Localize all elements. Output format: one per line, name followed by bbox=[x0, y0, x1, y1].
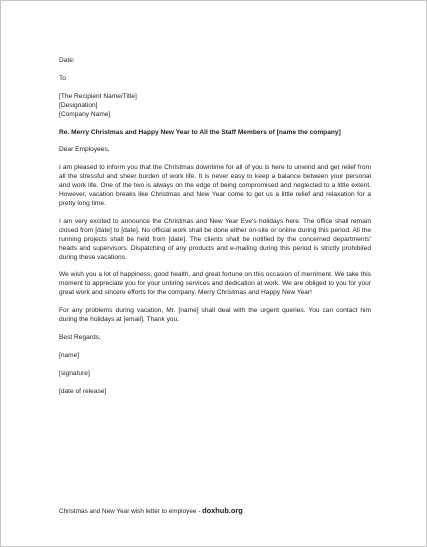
recipient-block bbox=[59, 93, 371, 120]
salutation: Dear Employees, bbox=[59, 146, 110, 154]
footer-caption: Christmas and New Year wish letter to employee - bbox=[59, 508, 203, 515]
recipient-designation: [Designation] bbox=[59, 101, 98, 109]
date-label: Date: bbox=[59, 57, 75, 64]
paragraph-intro: I am pleased to inform you that the Christmas downtime for all of you is here to unwind and get relief from all the stressful and sheer burden of work life. It is never easy to keep a balance between your personal and work life. One of the two is always on the edge of being compromised and neglected to a little extent. However, vacation breaks like Christmas and New Year come to get us a little relief and relaxation for a pretty long time. bbox=[59, 164, 371, 207]
recipient-name: [The Recipient Name/Title] bbox=[59, 92, 137, 100]
closing: Best Regards, bbox=[59, 333, 101, 341]
paragraph-contact: For any problems during vacation, Mr. [name] shall deal with the urgent queries. You can contact him during the holidays at [email]. Thank you. bbox=[59, 307, 371, 324]
paragraph-wishes: We wish you a lot of happiness, good health, and great fortune on this occasion of merriment. We take this moment to appreciate you for your untiring services and dedication at work. We are obliged to you for your great work and sincere efforts for the company. Merry Christmas and Happy New Year! bbox=[59, 271, 371, 297]
footer-brand: doxhub.org bbox=[202, 506, 243, 515]
paragraph-holidays: I am very excited to announce the Christmas and New Year Eve's holidays here. The office shall remain closed from [date] to [date]. No official work shall be done either on-site or online during this period. All the running projects shall be held from [date]. The clients shall be notified by the concerned departments' heads and supervisors. Dispatching of any products and e-mailing during this period is strictly prohibited during these vacations. bbox=[59, 217, 371, 261]
release-date: [date of release] bbox=[59, 387, 107, 395]
recipient-company: [Company Name] bbox=[59, 110, 111, 118]
to-label: To bbox=[59, 74, 66, 82]
sender-signature: [signature] bbox=[59, 369, 90, 377]
letter-subject: Re. Merry Christmas and Happy New Year to All the Staff Members of [name the company] bbox=[59, 128, 341, 136]
letter-body bbox=[59, 57, 371, 397]
page-footer bbox=[59, 506, 243, 515]
sender-name: [name] bbox=[59, 351, 80, 359]
